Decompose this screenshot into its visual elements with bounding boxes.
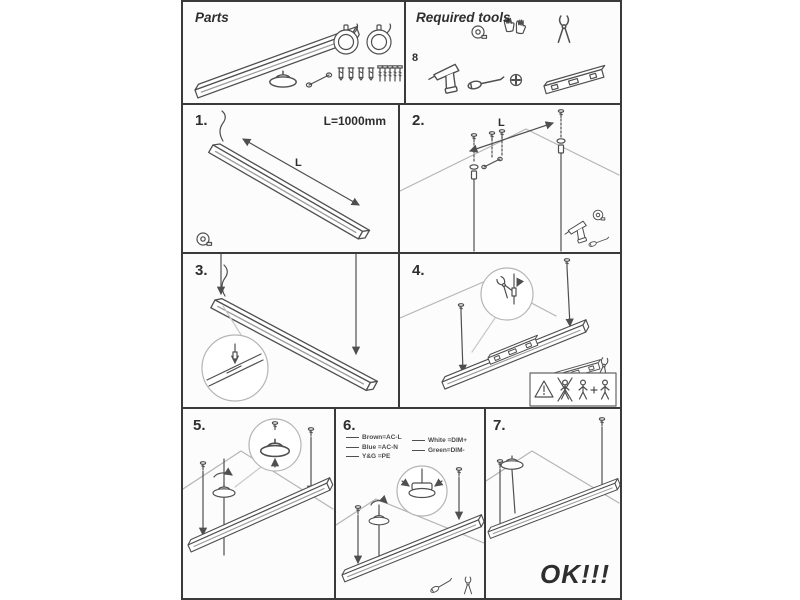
light-bar-icon [186,478,334,552]
spirit-level-icon [543,65,608,93]
panel-step-1 [183,105,398,252]
step-number: 1. [195,112,208,129]
wire-swatch [346,456,359,457]
tools-title: Required tools [416,10,511,25]
dimension-line [470,123,553,151]
panel-step-3 [183,254,398,407]
legend-item [412,437,467,444]
step-number: 6. [343,417,356,434]
step4-illustration [400,254,620,407]
legend-label: Blue =AC-N [362,443,398,451]
screwdriver-icon [588,236,609,247]
sheet-border [181,0,622,600]
detail-circle [249,419,301,471]
wire-swatch [346,437,359,438]
rotate-arrow-icon [214,473,232,477]
wire-fitting-icon [557,139,565,153]
wire-gripper-icon [512,288,516,296]
suspension-wire-icon [567,267,570,326]
legend-item [412,447,467,454]
suspension-wire-icon [461,312,463,372]
wire-swatch [412,450,425,451]
step5-illustration [183,409,334,598]
wire-fitting-icon [470,165,478,179]
anchor-screw-icon [599,418,604,426]
detail-circle [481,268,533,320]
wire-legend-left [346,434,402,460]
drill-icon [427,64,463,96]
step2-illustration [400,105,620,252]
tape-measure-icon [593,210,605,220]
canopy-icon [369,513,389,525]
detail-leader-line [235,467,261,487]
anchor-screw-icon [558,110,563,137]
suspension-cable-icon [367,24,391,54]
step-number: 5. [193,417,206,434]
detail-circle [397,466,447,516]
light-bar-icon [487,479,620,539]
canopy-icon [213,484,235,497]
step-number: 3. [195,262,208,279]
wire-legend-right [412,437,467,454]
drill-icon [563,221,591,247]
legend-item [346,453,402,460]
step-number: 4. [412,262,425,279]
panel-step-7 [486,409,620,598]
anchor-screw-icon [458,304,463,312]
wire-swatch [346,447,359,448]
anchor-icon [338,68,374,80]
dimension-label: L [498,117,505,129]
detail-circle [202,335,268,401]
step3-illustration [183,254,398,407]
pliers-icon [558,16,569,42]
legend-label: White =DIM+ [428,437,468,444]
panel-step-6 [336,409,484,598]
detail-leader-line [472,318,495,352]
power-cable-icon [512,470,515,513]
legend-label: Brown=AC-L [362,434,402,441]
anchor-screw-icon [308,428,313,436]
tape-measure-icon [197,233,212,245]
step-number: 2. [412,112,425,129]
panel-required-tools [406,2,620,103]
panel-step-5 [183,409,334,598]
anchor-screw-icon [200,462,205,470]
screwdriver-icon [467,75,504,90]
legend-label: Y&G =PE [362,453,391,460]
light-bar-icon [341,515,484,582]
panel-step-4 [400,254,620,407]
legend-label: Green=DIM- [428,446,465,454]
pliers-icon [464,577,471,594]
canopy-icon [501,456,523,469]
canopy-icon [270,71,296,87]
anchor-screw-icon [456,468,461,476]
wire-gripper-icon [233,352,237,359]
length-note: L=1000mm [323,114,386,128]
panel-parts [183,2,404,103]
anchor-screw-icon [564,259,569,267]
power-cable-icon [220,111,225,141]
ok-text: OK!!! [540,559,610,589]
dimension-label: L [295,157,302,169]
warning-box [530,373,616,406]
anchor-screw-icon [471,134,476,163]
screw-icon [378,66,402,81]
legend-item [346,434,402,441]
panel-step-2 [400,105,620,252]
adjuster-rod-icon [482,157,502,168]
wire-swatch [412,440,425,441]
drill-count-label: 8 [412,52,419,64]
step-number: 7. [493,417,506,434]
light-bar-icon [209,141,370,241]
screwdriver-icon [430,577,454,593]
power-cable-icon [222,265,227,296]
adjuster-rod-icon [306,73,331,87]
parts-title: Parts [195,10,229,25]
phillips-bit-icon [511,75,522,86]
legend-item [346,444,402,451]
tape-measure-icon [472,26,487,38]
